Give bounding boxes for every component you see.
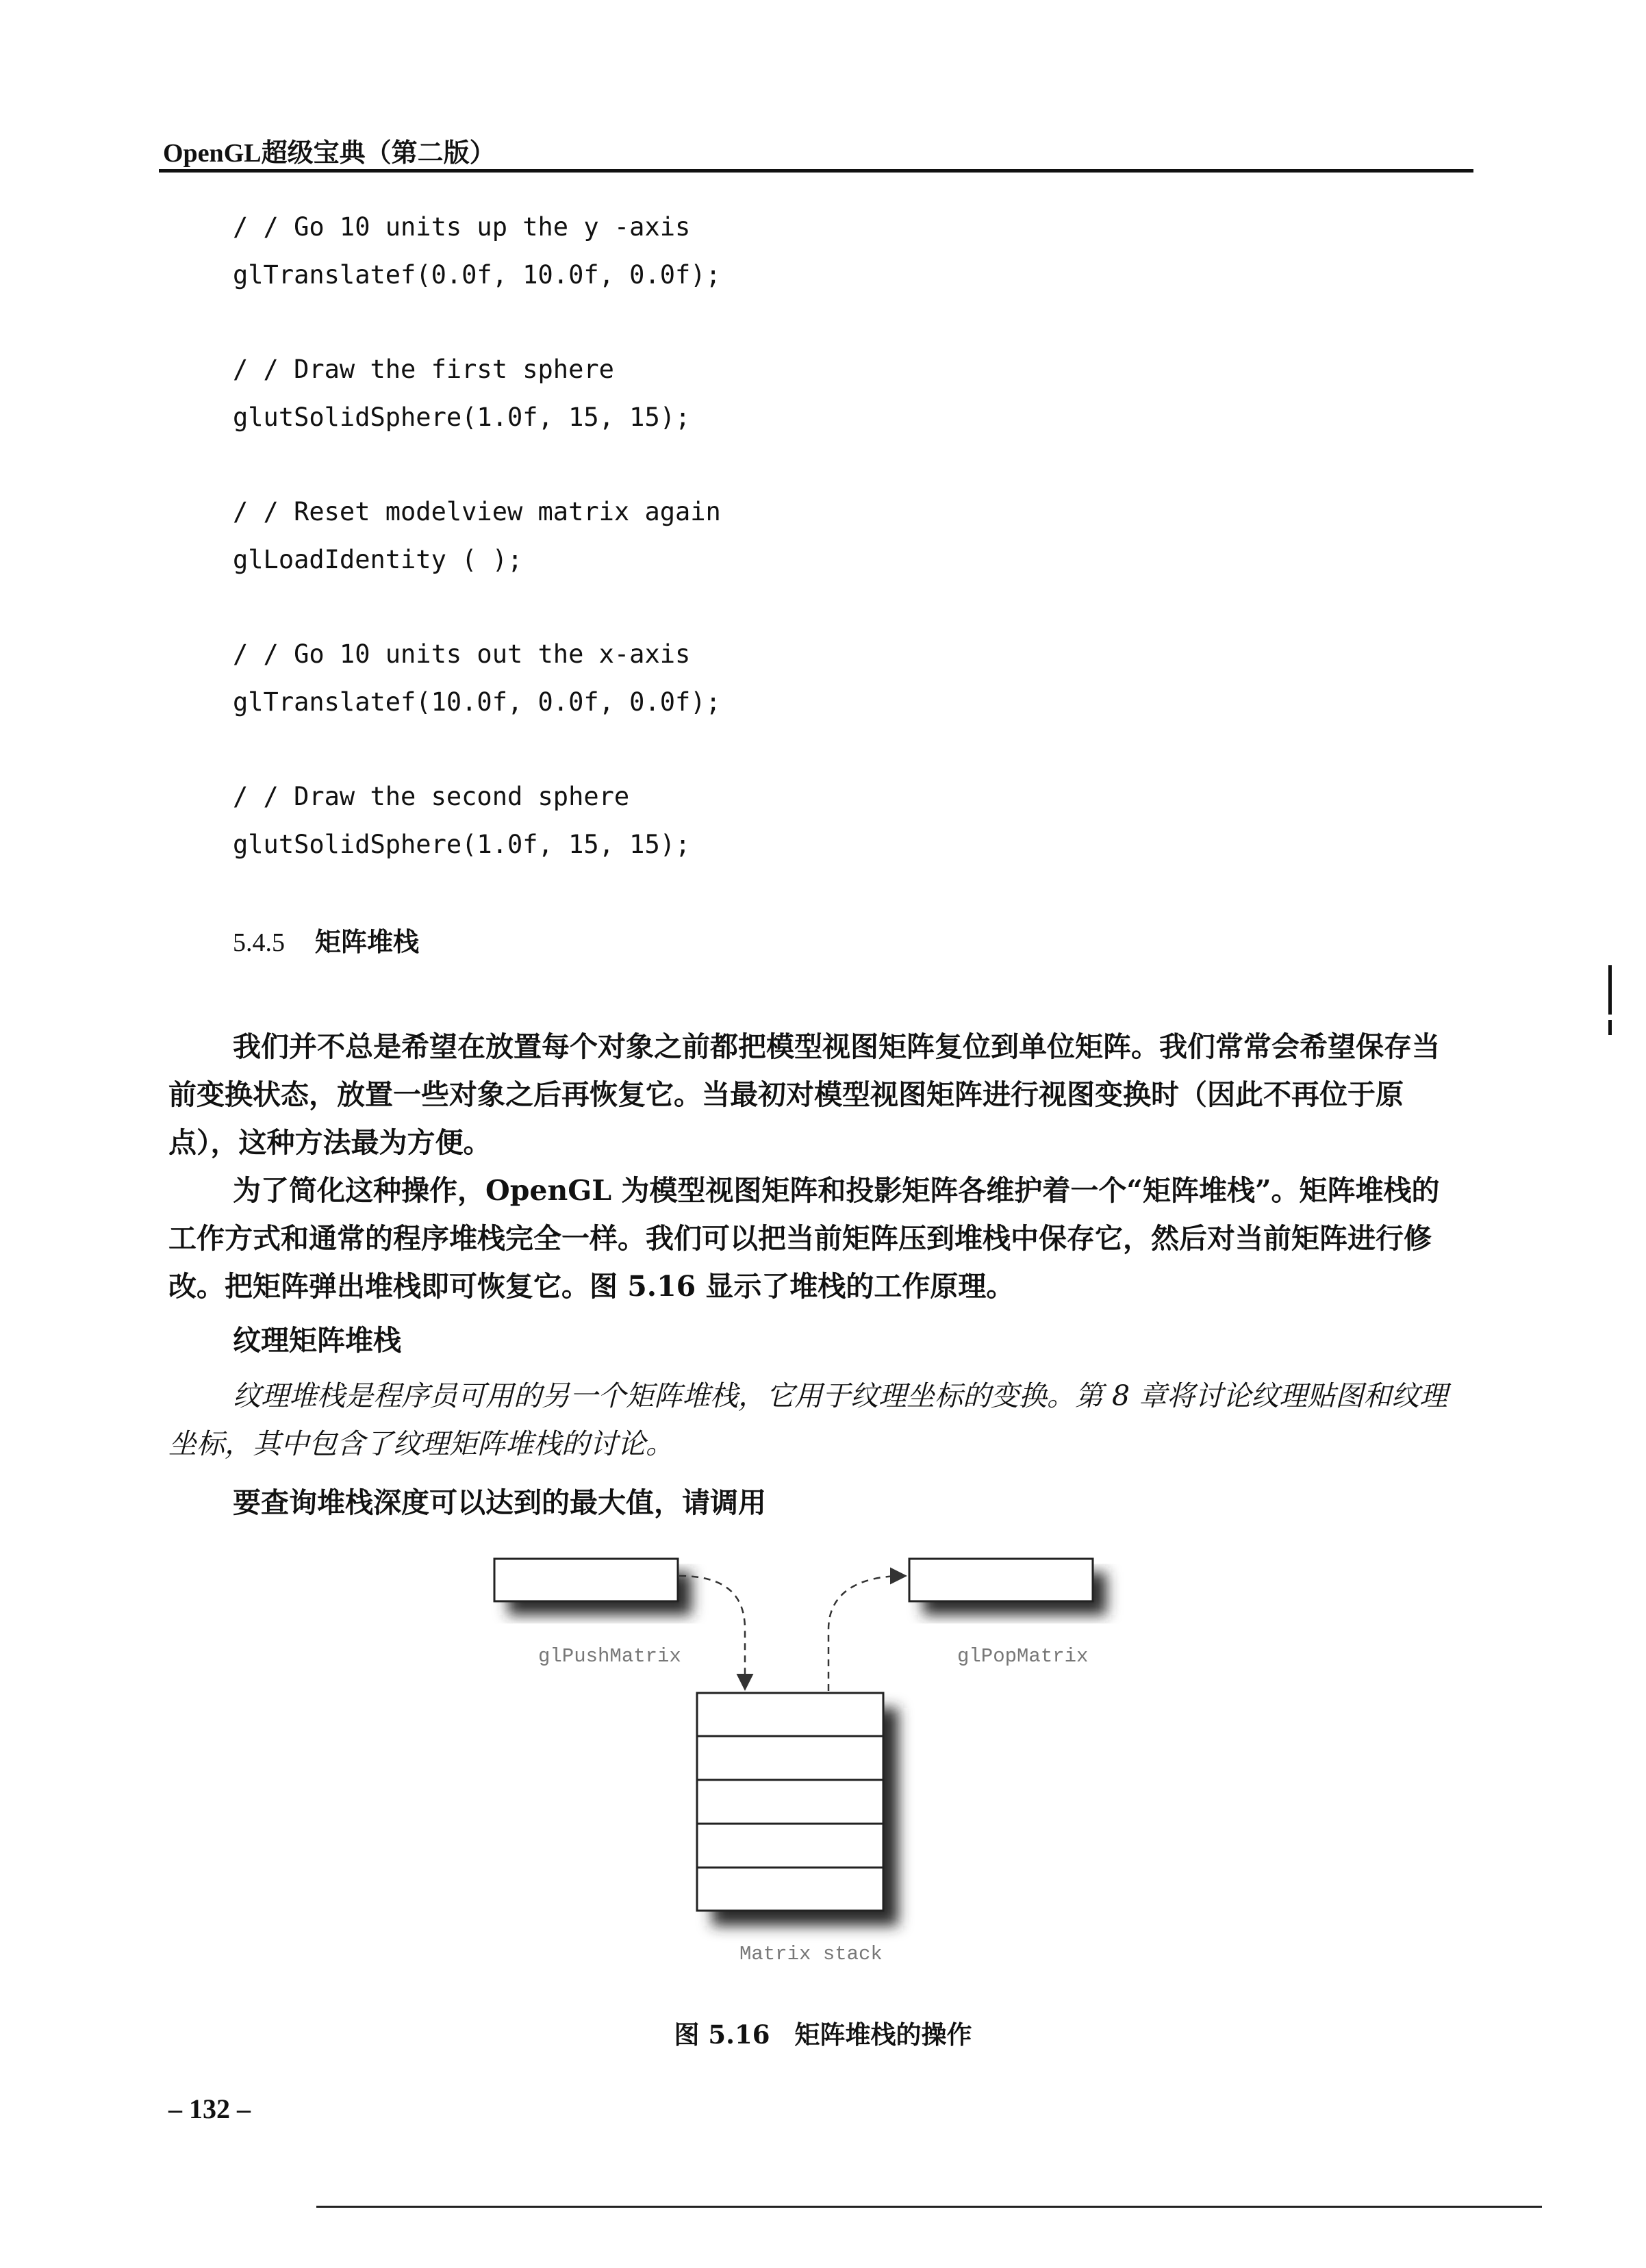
page-number: – 132 – — [168, 2093, 251, 2124]
paragraph-2: 为了简化这种操作，OpenGL 为模型视图矩阵和投影矩阵各维护着一个“矩阵堆栈”。矩阵堆栈的工作方式和通常的程序堆栈完全一样。我们可以把当前矩阵压到堆栈中保存它，然后对当前矩阵进行修改。把矩阵弹出堆栈即可恢复它。图 5.16 显示了堆栈的工作原理。 — [168, 1174, 1440, 1303]
code-line: glutSolidSphere(1.0f, 15, 15); — [233, 830, 691, 859]
figure-caption — [0, 2014, 1646, 2051]
stack-label: Matrix stack — [739, 1943, 883, 1965]
subsection-heading: 纹理矩阵堆栈 — [233, 1324, 401, 1357]
code-line: glTranslatef(10.0f, 0.0f, 0.0f); — [233, 687, 721, 717]
section-title: 矩阵堆栈 — [315, 926, 420, 957]
code-line: / / Go 10 units up the y -axis — [233, 212, 691, 242]
section-number: 5.4.5 — [233, 928, 285, 957]
code-line: glTranslatef(0.0f, 10.0f, 0.0f); — [233, 260, 721, 290]
matrix-stack — [697, 1693, 883, 1911]
query-line: 要查询堆栈深度可以达到的最大值，请调用 — [233, 1486, 766, 1519]
code-line: glutSolidSphere(1.0f, 15, 15); — [233, 403, 691, 432]
code-line: / / Draw the second sphere — [233, 782, 630, 811]
push-label: glPushMatrix — [538, 1645, 681, 1668]
footer-rule — [316, 2206, 1542, 2208]
pop-arrow — [828, 1576, 904, 1691]
code-line: / / Reset modelview matrix again — [233, 497, 721, 526]
pop-label: glPopMatrix — [957, 1645, 1089, 1668]
running-header: OpenGL超级宝典（第二版） — [163, 139, 496, 168]
code-line: glLoadIdentity ( ); — [233, 545, 523, 574]
figure-caption-text: 矩阵堆栈的操作 — [794, 2019, 972, 2050]
pop-box — [909, 1559, 1093, 1601]
push-box — [494, 1559, 678, 1601]
figure-number: 图 5.16 — [674, 2019, 770, 2050]
subsection-body: 纹理堆栈是程序员可用的另一个矩阵堆栈，它用于纹理坐标的变换。第 8 章将讨论纹理贴图和纹理坐标，其中包含了纹理矩阵堆栈的讨论。 — [168, 1379, 1448, 1460]
code-line: / / Go 10 units out the x-axis — [233, 639, 691, 669]
code-line: / / Draw the first sphere — [233, 355, 614, 384]
paragraph-1: 我们并不总是希望在放置每个对象之前都把模型视图矩阵复位到单位矩阵。我们常常会希望保存当前变换状态，放置一些对象之后再恢复它。当最初对模型视图矩阵进行视图变换时（因此不再位于原点），这种方法最为方便。 — [168, 1030, 1440, 1159]
